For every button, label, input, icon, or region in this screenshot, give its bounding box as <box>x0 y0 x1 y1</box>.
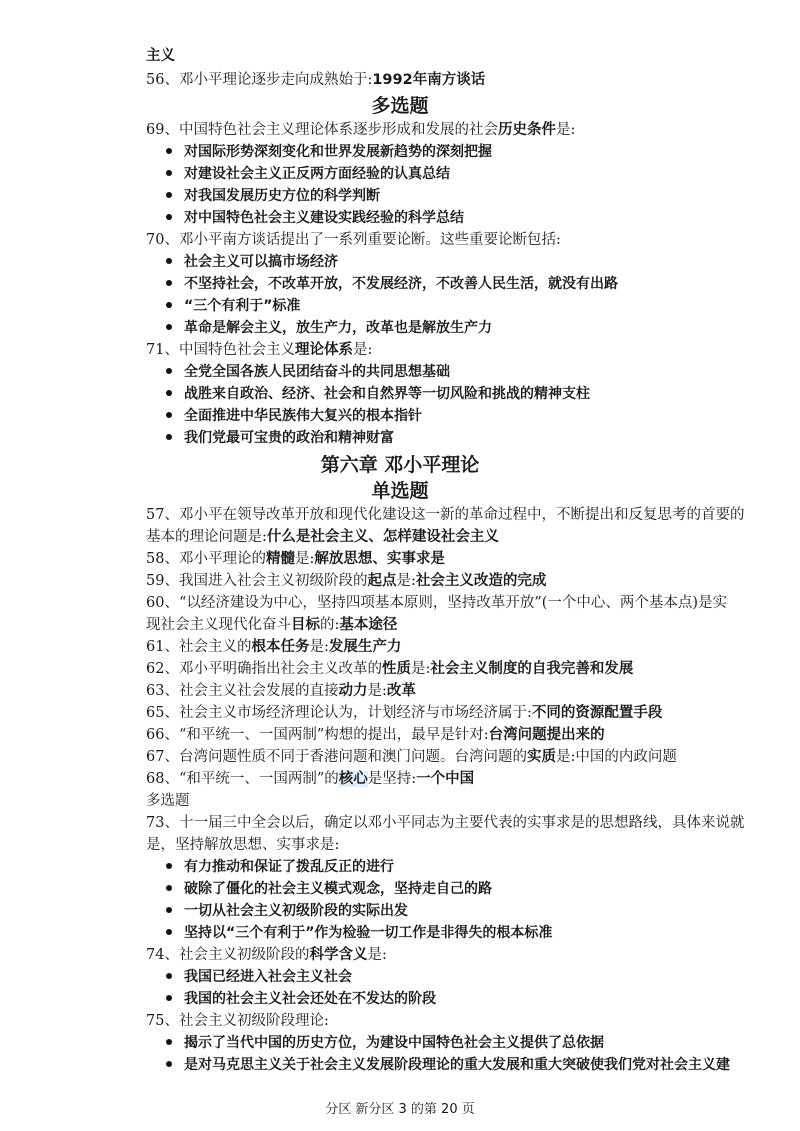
bullet-item: 战胜来自政治、经济、社会和自然界等一切风险和挑战的精神支柱 <box>166 384 590 404</box>
subsection-label: 多选题 <box>146 793 190 809</box>
bullet-item: 我国已经进入社会主义社会 <box>166 967 352 987</box>
question-line: 是，坚持解放思想、实事求是: <box>146 837 340 853</box>
bullet-dot-icon <box>166 885 172 891</box>
bullet-dot-icon <box>166 434 172 440</box>
bullet-item: 对中国特色社会主义建设实践经验的科学总结 <box>166 208 464 228</box>
bullet-item: 对我国发展历史方位的科学判断 <box>166 186 380 206</box>
bullet-dot-icon <box>166 973 172 979</box>
bullet-dot-icon <box>166 214 172 220</box>
bullet-item: 革命是解会主义，放生产力，改革也是解放生产力 <box>166 318 492 338</box>
bullet-dot-icon <box>166 280 172 286</box>
bullet-item: 揭示了当代中国的历史方位，为建设中国特色社会主义提供了总依据 <box>166 1033 604 1053</box>
bullet-item: 全党全国各族人民团结奋斗的共同思想基础 <box>166 362 450 382</box>
question-line: 66、“和平统一、一国两制”构想的提出，最早是针对:台湾问题提出来的 <box>146 727 605 743</box>
question-line: 73、十一届三中全会以后，确定以邓小平同志为主要代表的实事求是的思想路线，具体来说就 <box>146 815 745 831</box>
bullet-item: 坚持以“三个有利于”作为检验一切工作是非得失的根本标准 <box>166 923 552 943</box>
question-line: 71、中国特色社会主义理论体系是: <box>146 342 373 358</box>
bullet-item: 我们党最可宝贵的政治和精神财富 <box>166 428 394 448</box>
question-line: 59、我国进入社会主义初级阶段的起点是:社会主义改造的完成 <box>146 573 547 589</box>
question-line: 62、邓小平明确指出社会主义改革的性质是:社会主义制度的自我完善和发展 <box>146 661 634 677</box>
bullet-item: 对建设社会主义正反两方面经验的认真总结 <box>166 164 450 184</box>
bullet-dot-icon <box>166 1039 172 1045</box>
bullet-item: 是对马克思主义关于社会主义发展阶段理论的重大发展和重大突破使我们党对社会主义建 <box>166 1055 730 1075</box>
text-line: 56、邓小平理论逐步走向成熟始于:1992年南方谈话 <box>146 72 486 88</box>
bullet-item: 社会主义可以搞市场经济 <box>166 252 338 272</box>
bullet-item: “三个有利于”标准 <box>166 296 300 316</box>
section-heading: 单选题 <box>371 480 429 502</box>
question-line: 58、邓小平理论的精髓是:解放思想、实事求是 <box>146 551 445 567</box>
bullet-dot-icon <box>166 390 172 396</box>
text-line: 主义 <box>146 48 175 64</box>
bullet-dot-icon <box>166 302 172 308</box>
bullet-dot-icon <box>166 170 172 176</box>
bullet-item: 一切从社会主义初级阶段的实际出发 <box>166 901 408 921</box>
question-line: 基本的理论问题是:什么是社会主义、怎样建设社会主义 <box>146 529 499 545</box>
bullet-dot-icon <box>166 863 172 869</box>
bullet-dot-icon <box>166 412 172 418</box>
bullet-dot-icon <box>166 148 172 154</box>
bullet-dot-icon <box>166 192 172 198</box>
bullet-item: 全面推进中华民族伟大复兴的根本指针 <box>166 406 422 426</box>
question-line: 74、社会主义初级阶段的科学含义是: <box>146 947 387 963</box>
bullet-dot-icon <box>166 907 172 913</box>
question-line: 70、邓小平南方谈话提出了一系列重要论断。这些重要论断包括: <box>146 232 561 248</box>
bullet-item: 我国的社会主义社会还处在不发达的阶段 <box>166 989 436 1009</box>
question-line: 60、“以经济建设为中心，坚持四项基本原则，坚持改革开放”(一个中心、两个基本点)是实 <box>146 595 728 611</box>
bullet-dot-icon <box>166 929 172 935</box>
question-line: 现社会主义现代化奋斗目标的:基本途径 <box>146 617 398 633</box>
bullet-dot-icon <box>166 1061 172 1067</box>
section-heading: 多选题 <box>371 95 429 117</box>
bullet-item: 有力推动和保证了拨乱反正的进行 <box>166 857 394 877</box>
bullet-item: 破除了僵化的社会主义模式观念，坚持走自己的路 <box>166 879 492 899</box>
bullet-item: 对国际形势深刻变化和世界发展新趋势的深刻把握 <box>166 142 492 162</box>
bullet-dot-icon <box>166 324 172 330</box>
bullet-dot-icon <box>166 258 172 264</box>
question-line: 75、社会主义初级阶段理论: <box>146 1013 329 1029</box>
page-footer: 分区 新分区 3 的第 20 页 <box>325 1102 475 1117</box>
question-line: 65、社会主义市场经济理论认为，计划经济与市场经济属于:不同的资源配置手段 <box>146 705 663 721</box>
question-line: 69、中国特色社会主义理论体系逐步形成和发展的社会历史条件是: <box>146 122 576 138</box>
question-line: 63、社会主义社会发展的直接动力是:改革 <box>146 683 416 699</box>
question-line: 57、邓小平在领导改革开放和现代化建设这一新的革命过程中，不断提出和反复思考的首要的 <box>146 507 745 523</box>
bullet-dot-icon <box>166 995 172 1001</box>
question-line: 67、台湾问题性质不同于香港问题和澳门问题。台湾问题的实质是:中国的内政问题 <box>146 749 677 765</box>
question-line: 68、“和平统一、一国两制”的核心是坚持:一个中国 <box>146 771 475 787</box>
chapter-heading: 第六章 邓小平理论 <box>320 454 480 476</box>
bullet-dot-icon <box>166 368 172 374</box>
question-line: 61、社会主义的根本任务是:发展生产力 <box>146 639 402 655</box>
bullet-item: 不坚持社会，不改革开放，不发展经济，不改善人民生活，就没有出路 <box>166 274 618 294</box>
